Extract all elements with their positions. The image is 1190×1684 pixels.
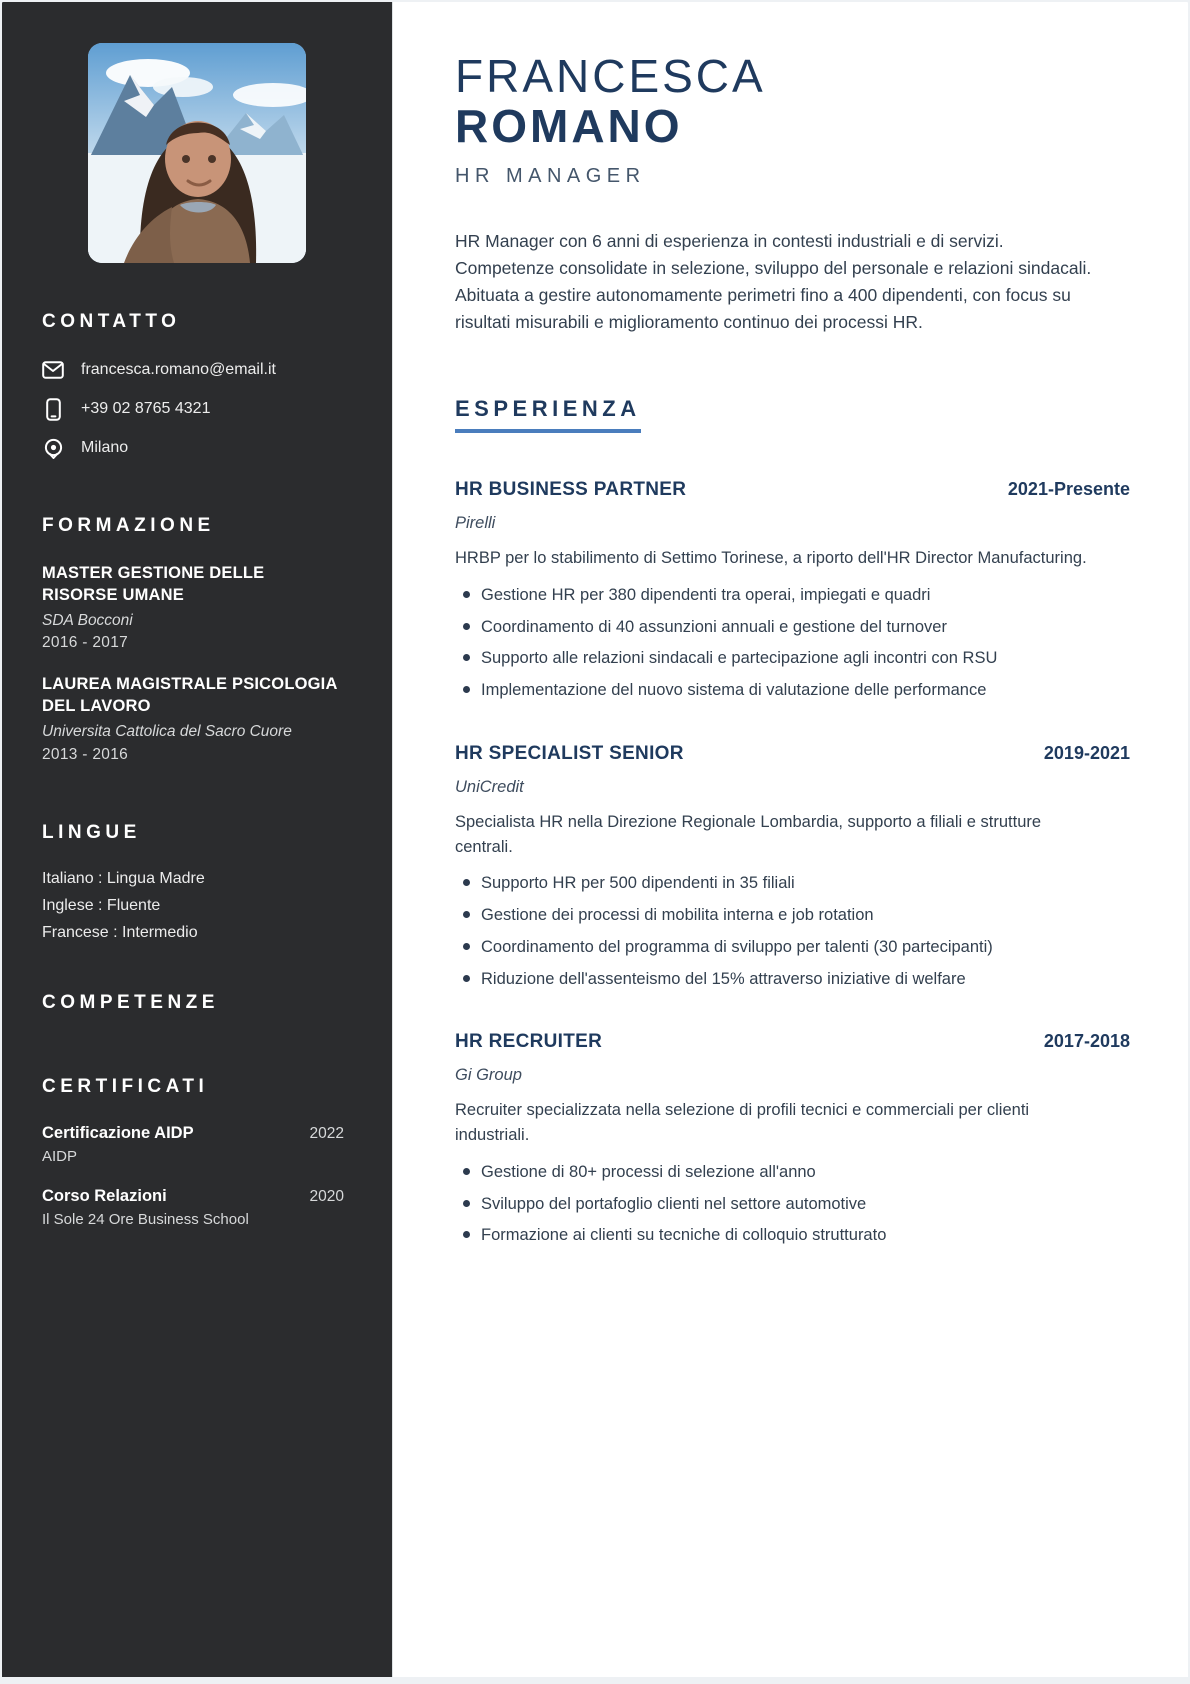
certificate-year: 2020 (309, 1187, 344, 1205)
job-company: UniCredit (455, 777, 524, 796)
experience-entry (455, 1031, 1130, 1248)
job-bullet: Gestione HR per 380 dipendenti tra operai, impiegati e quadri (455, 583, 1130, 608)
contact-list (42, 359, 344, 459)
certificates-section (2, 1076, 392, 1228)
contact-section (2, 311, 392, 459)
education-years: 2013 - 2016 (42, 745, 129, 763)
resume-page (2, 2, 1188, 1677)
contact-phone-text: +39 02 8765 4321 (81, 400, 211, 417)
certificate-item (42, 1187, 344, 1228)
mail-icon (42, 359, 64, 381)
job-role-subtitle: HR MANAGER (455, 165, 646, 188)
job-dates: 2021-Presente (1007, 479, 1130, 500)
phone-icon (42, 398, 64, 420)
education-title: MASTER GESTIONE DELLE RISORSE UMANE (42, 564, 265, 604)
certificate-name: Corso Relazioni (42, 1186, 167, 1205)
certificate-item (42, 1124, 344, 1165)
experience-entry (455, 743, 1130, 992)
job-bullet: Coordinamento del programma di sviluppo per talenti (30 partecipanti) (455, 935, 1130, 960)
profile-photo (88, 43, 306, 263)
contact-item-phone (42, 398, 344, 420)
job-bullet-list (455, 871, 1130, 991)
job-company: Pirelli (455, 514, 496, 533)
education-title: LAUREA MAGISTRALE PSICOLOGIA DEL LAVORO (42, 675, 337, 716)
certificates-heading: CERTIFICATI (42, 1075, 209, 1097)
job-description: Recruiter specializzata nella selezione di profili tecnici e commerciali per clienti industriali. (455, 1101, 1030, 1145)
contact-item-location (42, 437, 344, 459)
certificate-issuer: AIDP (42, 1147, 78, 1165)
experience-heading: ESPERIENZA (455, 396, 641, 433)
education-section (2, 515, 392, 764)
certificate-issuer: Il Sole 24 Ore Business School (42, 1210, 249, 1228)
job-bullet-list (455, 1160, 1130, 1248)
contact-location-text: Milano (81, 439, 129, 456)
job-bullet: Sviluppo del portafoglio clienti nel settore automotive (455, 1192, 1130, 1217)
job-title: HR BUSINESS PARTNER (455, 479, 687, 501)
job-title: HR RECRUITER (455, 1031, 603, 1053)
education-item (42, 674, 344, 763)
skills-section (2, 992, 392, 1014)
education-years: 2016 - 2017 (42, 634, 129, 652)
education-school: Universita Cattolica del Sacro Cuore (42, 722, 292, 740)
job-bullet: Coordinamento di 40 assunzioni annuali e gestione del turnover (455, 615, 1130, 640)
sidebar (2, 2, 393, 1677)
job-bullet: Supporto HR per 500 dipendenti in 35 filiali (455, 871, 1130, 896)
job-dates: 2019-2021 (1043, 742, 1130, 763)
language-item: Inglese : Fluente (42, 896, 161, 914)
location-icon (42, 437, 64, 459)
contact-heading: CONTATTO (42, 311, 181, 332)
job-bullet: Gestione di 80+ processi di selezione all'anno (455, 1160, 1130, 1185)
certificate-year: 2022 (309, 1124, 344, 1142)
job-bullet: Riduzione dell'assenteismo del 15% attraverso iniziative di welfare (455, 967, 1130, 992)
education-school: SDA Bocconi (42, 611, 133, 629)
job-dates: 2017-2018 (1043, 1031, 1130, 1052)
job-bullet-list (455, 583, 1130, 703)
education-heading: FORMAZIONE (42, 515, 215, 536)
contact-email-text: francesca.romano@email.it (81, 361, 276, 378)
job-bullet: Supporto alle relazioni sindacali e partecipazione agli incontri con RSU (455, 646, 1130, 671)
languages-list (42, 870, 344, 942)
job-description: Specialista HR nella Direzione Regionale Lombardia, supporto a filiali e strutture centrali. (455, 812, 1042, 856)
contact-item-email (42, 359, 344, 381)
job-title: HR SPECIALIST SENIOR (455, 742, 684, 764)
languages-heading: LINGUE (42, 821, 141, 843)
certificate-name: Certificazione AIDP (42, 1123, 194, 1142)
main-content (393, 2, 1188, 1677)
language-item: Francese : Intermedio (42, 923, 198, 941)
job-company: Gi Group (455, 1066, 522, 1085)
job-description: HRBP per lo stabilimento di Settimo Torinese, a riporto dell'HR Director Manufacturing. (455, 549, 1087, 568)
language-item: Italiano : Lingua Madre (42, 869, 205, 887)
education-item (42, 563, 344, 652)
first-name: FRANCESCA (455, 50, 766, 102)
job-bullet: Gestione dei processi di mobilita interna e job rotation (455, 903, 1130, 928)
profile-summary: HR Manager con 6 anni di esperienza in contesti industriali e di servizi. Competenze consolidate in selezione, sviluppo del personale e relazioni sindacali. Abituata a gestire autonomamente perimetri fino a 400 dipendenti, con focus su risultati misurabili e miglioramento continuo dei processi HR. (455, 231, 1092, 333)
last-name: ROMANO (455, 99, 683, 152)
profile-photo-illustration (88, 43, 306, 263)
job-bullet: Implementazione del nuovo sistema di valutazione delle performance (455, 678, 1130, 703)
job-bullet: Formazione ai clienti su tecniche di colloquio strutturato (455, 1223, 1130, 1248)
experience-entry (455, 479, 1130, 703)
experience-section (455, 396, 1130, 1248)
skills-heading: COMPETENZE (42, 991, 219, 1013)
languages-section (2, 822, 392, 942)
resume-header (455, 52, 1130, 336)
